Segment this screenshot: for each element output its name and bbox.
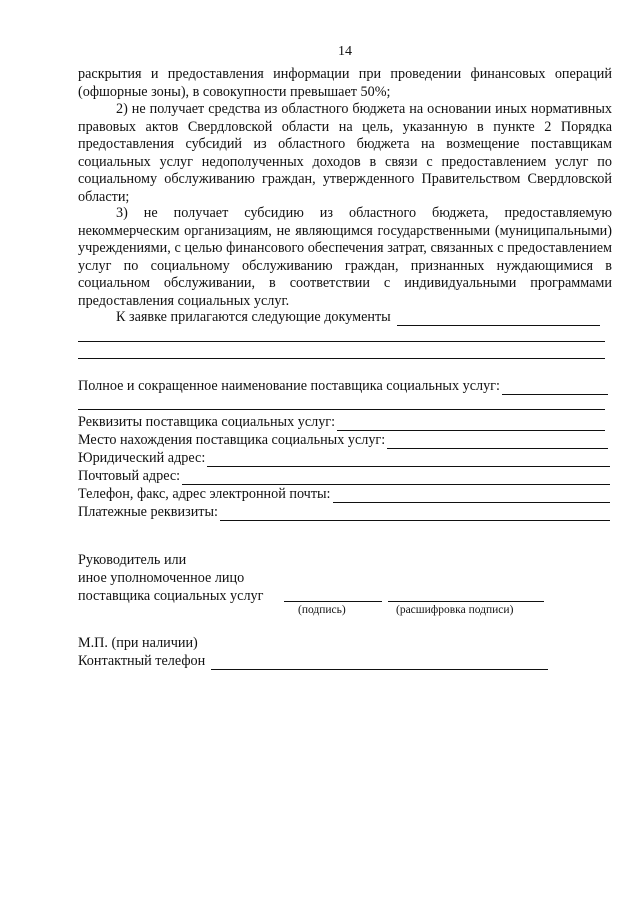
provider-name-line-2[interactable] [78,409,605,410]
signer-line-1: Руководитель или [78,552,187,568]
provider-name-label: Полное и сокращенное наименование поставщика социальных услуг: [78,378,500,394]
stamp-label: М.П. (при наличии) [78,635,198,651]
signer-line-2: иное уполномоченное лицо [78,570,245,586]
location-line[interactable] [387,435,608,449]
provider-name-field[interactable] [78,377,608,395]
legal-address-label: Юридический адрес: [78,450,206,466]
signature-line[interactable] [284,601,382,602]
legal-address-line[interactable] [207,453,610,467]
signer-line-3: поставщика социальных услуг [78,588,264,604]
signature-caption: (подпись) [298,604,346,616]
postal-address-label: Почтовый адрес: [78,468,181,484]
attachments-line[interactable] [397,312,600,326]
provider-name-line[interactable] [502,381,608,395]
attachments-field[interactable] [116,308,600,326]
attachments-line-2[interactable] [78,341,605,342]
postal-address-line[interactable] [182,471,610,485]
signature-decode-caption: (расшифровка подписи) [396,604,514,616]
paragraph-item-3: 3) не получает субсидию из областного бюджета, предоставляемую некоммерческим организациям, не являющимся государственными (муниципальными) учреждениями, с целью финансового обеспечения затрат, связанных с предоставлением услуг по социальному обслуживанию граждан, признанных нуждающимися в социальном обслуживании, в соответствии с индивидуальными программами предоставления социальных услуг. [78,205,612,309]
attachments-label: К заявке прилагаются следующие документы [116,309,391,325]
contacts-line[interactable] [333,489,611,503]
contacts-field[interactable] [78,485,610,503]
location-field[interactable] [78,431,608,449]
contact-phone-field[interactable] [78,652,548,670]
postal-address-field[interactable] [78,467,610,485]
requisites-field[interactable] [78,413,605,431]
paragraph-offshore: раскрытия и предоставления информации при проведении финансовых операций (офшорные зоны), в совокупности превышает 50%; [78,66,612,100]
signature-decode-line[interactable] [388,601,544,602]
location-label: Место нахождения поставщика социальных услуг: [78,432,386,448]
contact-phone-line[interactable] [211,656,548,670]
legal-address-field[interactable] [78,449,610,467]
payment-label: Платежные реквизиты: [78,504,218,520]
page-number: 14 [338,44,352,59]
paragraph-item-2: 2) не получает средства из областного бюджета на основании иных нормативных правовых актов Свердловской области на цель, указанную в пункте 2 Порядка предоставления субсидий из областного бюджета на возмещение поставщикам социальных услуг недополученных доходов в связи с предоставлением услуг по социальному обслуживанию граждан, утвержденного Правительством Свердловской области; [78,101,612,205]
attachments-line-3[interactable] [78,358,605,359]
requisites-label: Реквизиты поставщика социальных услуг: [78,414,336,430]
requisites-line[interactable] [337,417,605,431]
payment-field[interactable] [78,503,610,521]
payment-line[interactable] [220,507,610,521]
contact-phone-label: Контактный телефон [78,653,206,669]
contacts-label: Телефон, факс, адрес электронной почты: [78,486,331,502]
